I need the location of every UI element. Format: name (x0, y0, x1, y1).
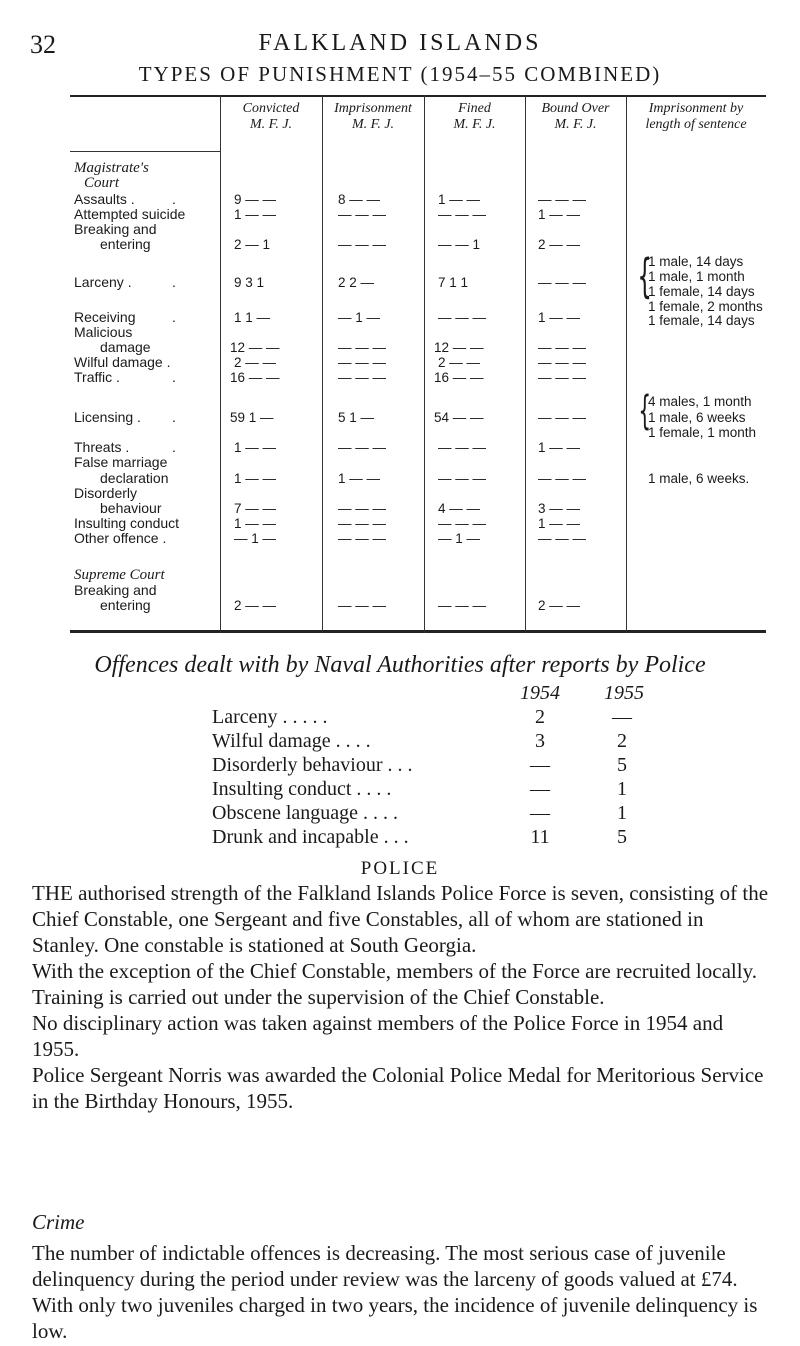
table-top-rule (70, 95, 766, 97)
crime-body: The number of indictable offences is decreasing. The most serious case of juvenile delinquency during the period under review was the larceny of goods valued at £74. With only two juveniles charged in two years, the incidence of juvenile delinquency is low. (32, 1241, 758, 1343)
col-title: Imprisonment (334, 101, 412, 116)
cell-bound-over: 2 — — (538, 598, 581, 613)
cell-convicted: 12 — — (230, 340, 280, 355)
brace-icon: { (637, 249, 652, 303)
cell-convicted: 9 3 1 (234, 275, 265, 290)
cell-convicted: 1 — — (234, 516, 277, 531)
offence-label: Disorderly behaviour . . . (212, 754, 413, 776)
cell-imprisonment: — — — (338, 440, 387, 455)
cell-imprisonment: — — — (338, 340, 387, 355)
row-label: Threats . (74, 439, 130, 455)
count-1954: — (530, 778, 550, 800)
cell-bound-over: — — — (538, 531, 587, 546)
cell-imprisonment: 1 — — (338, 471, 381, 486)
cell-fined: 16 — — (434, 370, 484, 385)
row-dots: . (172, 439, 176, 455)
cell-imprisonment: — — — (338, 355, 387, 370)
row-label: Traffic . (74, 369, 120, 385)
cell-imprisonment: — — — (338, 237, 387, 252)
list-item (0, 706, 800, 730)
cell-imprisonment: — — — (338, 598, 387, 613)
naval-heading: Offences dealt with by Naval Authorities after reports by Police (94, 652, 706, 678)
row-label: Attempted suicide (74, 206, 186, 222)
police-body (32, 880, 772, 1114)
cell-convicted: 1 — — (234, 207, 277, 222)
list-item (0, 802, 800, 826)
cell-fined: — — 1 (438, 237, 481, 252)
count-1954: — (530, 754, 550, 776)
cell-bound-over: 1 — — (538, 310, 581, 325)
column-divider (322, 95, 323, 633)
cell-convicted: 1 — — (234, 471, 277, 486)
year-1955: 1955 (604, 682, 644, 704)
stub-rule (70, 151, 220, 152)
cell-fined: 12 — — (434, 340, 484, 355)
cell-imprisonment: — — — (338, 370, 387, 385)
punishment-table (70, 95, 766, 633)
cell-bound-over: — — — (538, 410, 587, 425)
cell-bound-over: 1 — — (538, 207, 581, 222)
paragraph: With the exception of the Chief Constable, members of the Force are recruited locally. (32, 959, 757, 983)
cell-convicted: 9 — — (234, 192, 277, 207)
cell-imprisonment: 2 2 — (338, 275, 375, 290)
col-title: Imprisonment by (648, 101, 744, 116)
sentence-note: 1 female, 1 month (648, 425, 757, 440)
cell-bound-over: 2 — — (538, 237, 581, 252)
offence-label: Wilful damage . . . . (212, 730, 371, 752)
paragraph: No disciplinary action was taken against members of the Police Force in 1954 and 1955. (32, 1011, 724, 1061)
cell-bound-over: — — — (538, 340, 587, 355)
sentence-note: 1 female, 14 days (648, 313, 755, 328)
cell-imprisonment: — — — (338, 501, 387, 516)
cell-fined: — — — (438, 207, 487, 222)
cell-convicted: 2 — — (234, 598, 277, 613)
count-1955: 2 (617, 730, 627, 752)
table-bottom-rule (70, 630, 766, 633)
count-1955: 1 (617, 802, 627, 824)
row-label: Larceny . (74, 274, 132, 290)
cell-fined: — — — (438, 440, 487, 455)
col-sub: M. F. J. (351, 117, 395, 132)
offence-label: Drunk and incapable . . . (212, 826, 409, 848)
sentence-note: 1 male, 1 month (648, 269, 745, 284)
cell-bound-over: 3 — — (538, 501, 581, 516)
cell-imprisonment: — — — (338, 531, 387, 546)
count-1955: — (612, 706, 632, 728)
count-1954: 2 (535, 706, 545, 728)
col-fined (424, 101, 525, 133)
cell-fined: — 1 — (438, 531, 481, 546)
column-divider (220, 95, 221, 633)
list-item (0, 778, 800, 802)
row-dots: . (172, 409, 176, 425)
row-label: Receiving (74, 309, 136, 325)
offence-label: Insulting conduct . . . . (212, 778, 392, 800)
table-title: TYPES OF PUNISHMENT (1954–55 COMBINED) (138, 62, 662, 86)
row-label: Licensing . (74, 409, 141, 425)
row-label: damage (100, 339, 151, 355)
count-1955: 5 (617, 826, 627, 848)
running-title: FALKLAND ISLANDS (258, 30, 542, 56)
cell-bound-over: — — — (538, 192, 587, 207)
cell-imprisonment: 8 — — (338, 192, 381, 207)
list-item (0, 730, 800, 754)
row-label: entering (100, 597, 151, 613)
list-item (0, 826, 800, 850)
row-label: Breaking and (74, 221, 157, 237)
cell-fined: — — — (438, 516, 487, 531)
row-label: behaviour (100, 500, 162, 516)
brace-icon: { (638, 388, 652, 434)
sentence-note: 1 male, 14 days (648, 254, 744, 269)
row-dots: . (172, 191, 176, 207)
offence-label: Larceny . . . . . (212, 706, 328, 728)
cell-convicted: 16 — — (230, 370, 280, 385)
column-divider (525, 95, 526, 633)
cell-bound-over: 1 — — (538, 516, 581, 531)
row-label: declaration (100, 470, 169, 486)
section-supreme: Supreme Court (74, 567, 165, 583)
cell-bound-over: — — — (538, 355, 587, 370)
column-divider (424, 95, 425, 633)
paragraph: THE authorised strength of the Falkland Islands Police Force is seven, consisting of the Chief Constable, one Sergeant and five Constables, all of whom are stationed in Stanley. One constable is stationed at South Georgia. (32, 881, 769, 957)
sentence-note: 1 female, 2 months (648, 299, 763, 314)
row-label: Wilful damage . (74, 354, 171, 370)
row-dots: . (172, 274, 176, 290)
row-label: Disorderly (74, 485, 138, 501)
count-1954: — (530, 802, 550, 824)
cell-imprisonment: — 1 — (338, 310, 381, 325)
cell-convicted: — 1 — (234, 531, 277, 546)
section-magistrate-court: Court (84, 175, 120, 191)
sentence-note: 4 males, 1 month (648, 394, 752, 409)
paragraph: Training is carried out under the supervision of the Chief Constable. (32, 985, 605, 1009)
cell-convicted: 2 — — (234, 355, 277, 370)
col-length (626, 101, 766, 133)
sentence-note: 1 male, 6 weeks. (648, 471, 750, 486)
cell-fined: — — — (438, 471, 487, 486)
cell-fined: 54 — — (434, 410, 484, 425)
cell-imprisonment: — — — (338, 207, 387, 222)
section-magistrate: Magistrate's (74, 160, 149, 176)
col-title: Convicted (242, 101, 300, 116)
row-dots: . (172, 309, 176, 325)
row-label: Insulting conduct (74, 515, 180, 531)
page-number: 32 (30, 30, 56, 59)
row-label: Other offence . (74, 530, 167, 546)
col-bound-over (525, 101, 626, 133)
police-heading: POLICE (360, 858, 440, 879)
col-sub: M. F. J. (554, 117, 597, 132)
cell-convicted: 59 1 — (230, 410, 274, 425)
sentence-note: 1 male, 6 weeks (648, 410, 746, 425)
offence-label: Obscene language . . . . (212, 802, 399, 824)
row-label: Assaults . (74, 191, 135, 207)
year-1954: 1954 (520, 682, 560, 704)
cell-convicted: 1 — — (234, 440, 277, 455)
cell-fined: 4 — — (438, 501, 481, 516)
crime-heading: Crime (32, 1210, 85, 1234)
cell-convicted: 2 — 1 (234, 237, 271, 252)
row-label: Malicious (74, 324, 133, 340)
count-1954: 3 (535, 730, 545, 752)
count-1955: 1 (617, 778, 627, 800)
count-1955: 5 (617, 754, 627, 776)
cell-bound-over: 1 — — (538, 440, 581, 455)
col-convicted (220, 101, 322, 133)
cell-bound-over: — — — (538, 370, 587, 385)
cell-bound-over: — — — (538, 275, 587, 290)
row-label: Breaking and (74, 582, 157, 598)
row-label: entering (100, 236, 151, 252)
cell-fined: — — — (438, 598, 487, 613)
row-dots: . (172, 369, 176, 385)
cell-convicted: 7 — — (234, 501, 277, 516)
cell-fined: — — — (438, 310, 487, 325)
col-imprisonment (322, 101, 424, 133)
list-item (0, 754, 800, 778)
col-title: Bound Over (541, 101, 610, 116)
paragraph: Police Sergeant Norris was awarded the Colonial Police Medal for Meritorious Service in the Birthday Honours, 1955. (32, 1063, 764, 1113)
cell-bound-over: — — — (538, 471, 587, 486)
sentence-note: 1 female, 14 days (648, 284, 755, 299)
col-sub: length of sentence (645, 117, 747, 132)
cell-imprisonment: 5 1 — (338, 410, 375, 425)
cell-fined: 2 — — (438, 355, 481, 370)
col-sub: M. F. J. (453, 117, 496, 132)
cell-imprisonment: — — — (338, 516, 387, 531)
cell-fined: 1 — — (438, 192, 481, 207)
cell-fined: 7 1 1 (438, 275, 469, 290)
row-label: False marriage (74, 454, 168, 470)
cell-convicted: 1 1 — (234, 310, 271, 325)
count-1954: 11 (530, 826, 550, 848)
col-title: Fined (458, 101, 491, 116)
column-divider (626, 95, 627, 633)
col-sub: M. F. J. (249, 117, 293, 132)
